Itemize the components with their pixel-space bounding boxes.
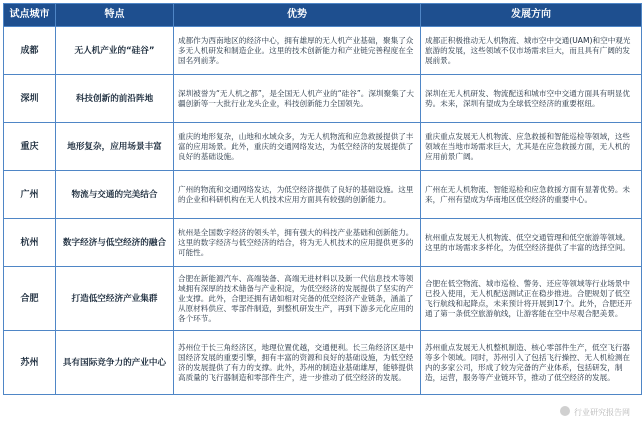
cell-direction: 深圳在无人机研发、物流配送和城市空中交通方面具有明显优势。未来，深圳有望成为全球低空经济的重要枢纽。: [421, 75, 642, 123]
cell-advantage: 广州的物流和交通网络发达，为低空经济提供了良好的基础设施。这里的企业和科研机构在无人机技术应用方面具有较强的创新能力。: [174, 171, 421, 219]
table-row: [4, 75, 642, 123]
cell-feature: 科技创新的前沿阵地: [56, 75, 174, 123]
cell-city: 广州: [4, 171, 56, 219]
header-city: 试点城市: [4, 4, 56, 27]
table-row: [4, 267, 642, 331]
table-row: [4, 123, 642, 171]
header-advantage: 优势: [174, 4, 421, 27]
cell-city: 深圳: [4, 75, 56, 123]
cell-city: 杭州: [4, 219, 56, 267]
cell-direction: 合肥在低空物流、城市巡检、警务、还应等领域等行业场景中已投入使用，无人机配送测试正在稳步推进。合肥规划了低空飞行航线和起降点，未来预计将开展到17个。此外，合肥还开通了第一条低空旅游航线，让游客能在空中尽观合肥美景。: [421, 267, 642, 331]
watermark-logo-icon: [560, 406, 570, 416]
cell-city: 苏州: [4, 331, 56, 395]
cell-direction: 苏州重点发展无人机整机制造、核心零部件生产，低空飞行器等多个领域。同时，苏州引入了包括飞行操控、无人机检测在内的多家公司，形成了较为完备的产业体系，包括研发，制造，运营，服务等产业链环节，推动了低空经济的发展。: [421, 331, 642, 395]
cell-feature: 物流与交通的完美结合: [56, 171, 174, 219]
cell-feature: 打造低空经济产业集群: [56, 267, 174, 331]
cell-advantage: 重庆的地形复杂，山地和水域众多，为无人机物流和应急救援提供了丰富的应用场景。此外，重庆的交通网络发达，为低空经济的发展提供了良好的基础设施。: [174, 123, 421, 171]
cell-feature: 数字经济与低空经济的融合: [56, 219, 174, 267]
page: [0, 3, 644, 421]
pilot-cities-table: [3, 3, 642, 395]
cell-direction: 杭州重点发展无人机物流、低空交通管理和低空旅游等领域。这里的市场需求多样化，为低空经济提供了丰富的选择空间。: [421, 219, 642, 267]
table-row: [4, 171, 642, 219]
cell-advantage: 苏州位于长三角经济区，地理位置优越，交通便利。长三角经济区是中国经济发展的重要引擎，拥有丰富的资源和良好的基础设施，为低空经济的发展提供了有力的支撑。此外，苏州的制造业基础雄厚，能够提供高质量的飞行器制造和零部件生产，进一步推动了低空经济的发展。: [174, 331, 421, 395]
cell-advantage: 杭州是全国数字经济的领头羊，拥有强大的科技产业基础和创新能力。这里的数字经济与低空经济的结合，将为无人机技术的应用提供更多的可能性。: [174, 219, 421, 267]
cell-feature: 无人机产业的“硅谷”: [56, 27, 174, 75]
header-row: [4, 4, 642, 27]
cell-city: 成都: [4, 27, 56, 75]
cell-city: 合肥: [4, 267, 56, 331]
cell-direction: 广州在无人机物流、智能巡检和应急救援方面有显著优势。未来，广州有望成为华南地区低空经济的重要中心。: [421, 171, 642, 219]
cell-direction: 成都正积极推动无人机物流、城市空中交通(UAM)和空中观光旅游的发展，这些领域不仅市场需求巨大，而且具有广阔的发展前景。: [421, 27, 642, 75]
cell-feature: 具有国际竞争力的产业中心: [56, 331, 174, 395]
watermark: [560, 406, 630, 418]
cell-advantage: 合肥在新能源汽车、高端装备、高端无进材料以及新一代信息技术等领域拥有深厚的技术储备与产业积淀，为低空经济的发展提供了坚实的产业支撑。此外，合肥还拥有诸如相对完备的低空经济产业链条，涵盖了从原材料供应、零部件制造，到整机研发生产，再到下游多元化应用的各个环节。: [174, 267, 421, 331]
cell-feature: 地形复杂，应用场景丰富: [56, 123, 174, 171]
cell-city: 重庆: [4, 123, 56, 171]
cell-advantage: 深圳被誉为“无人机之都”，是全国无人机产业的“硅谷”。深圳聚集了大疆创新等一大批行业龙头企业，科技创新能力全国领先。: [174, 75, 421, 123]
cell-advantage: 成都作为西南地区的经济中心，拥有雄厚的无人机产业基础，聚集了众多无人机研发和制造企业。这里的技术创新能力和产业链完善程度在全国名列前茅。: [174, 27, 421, 75]
watermark-text: 行业研究报告网: [574, 408, 630, 417]
table-row: [4, 27, 642, 75]
cell-direction: 重庆重点发展无人机物流、应急救援和智能巡检等领域，这些领域在当地市场需求巨大，尤其是在应急救援方面，无人机的应用前景广阔。: [421, 123, 642, 171]
header-direction: 发展方向: [421, 4, 642, 27]
header-feature: 特点: [56, 4, 174, 27]
table-row: [4, 219, 642, 267]
table-row: [4, 331, 642, 395]
